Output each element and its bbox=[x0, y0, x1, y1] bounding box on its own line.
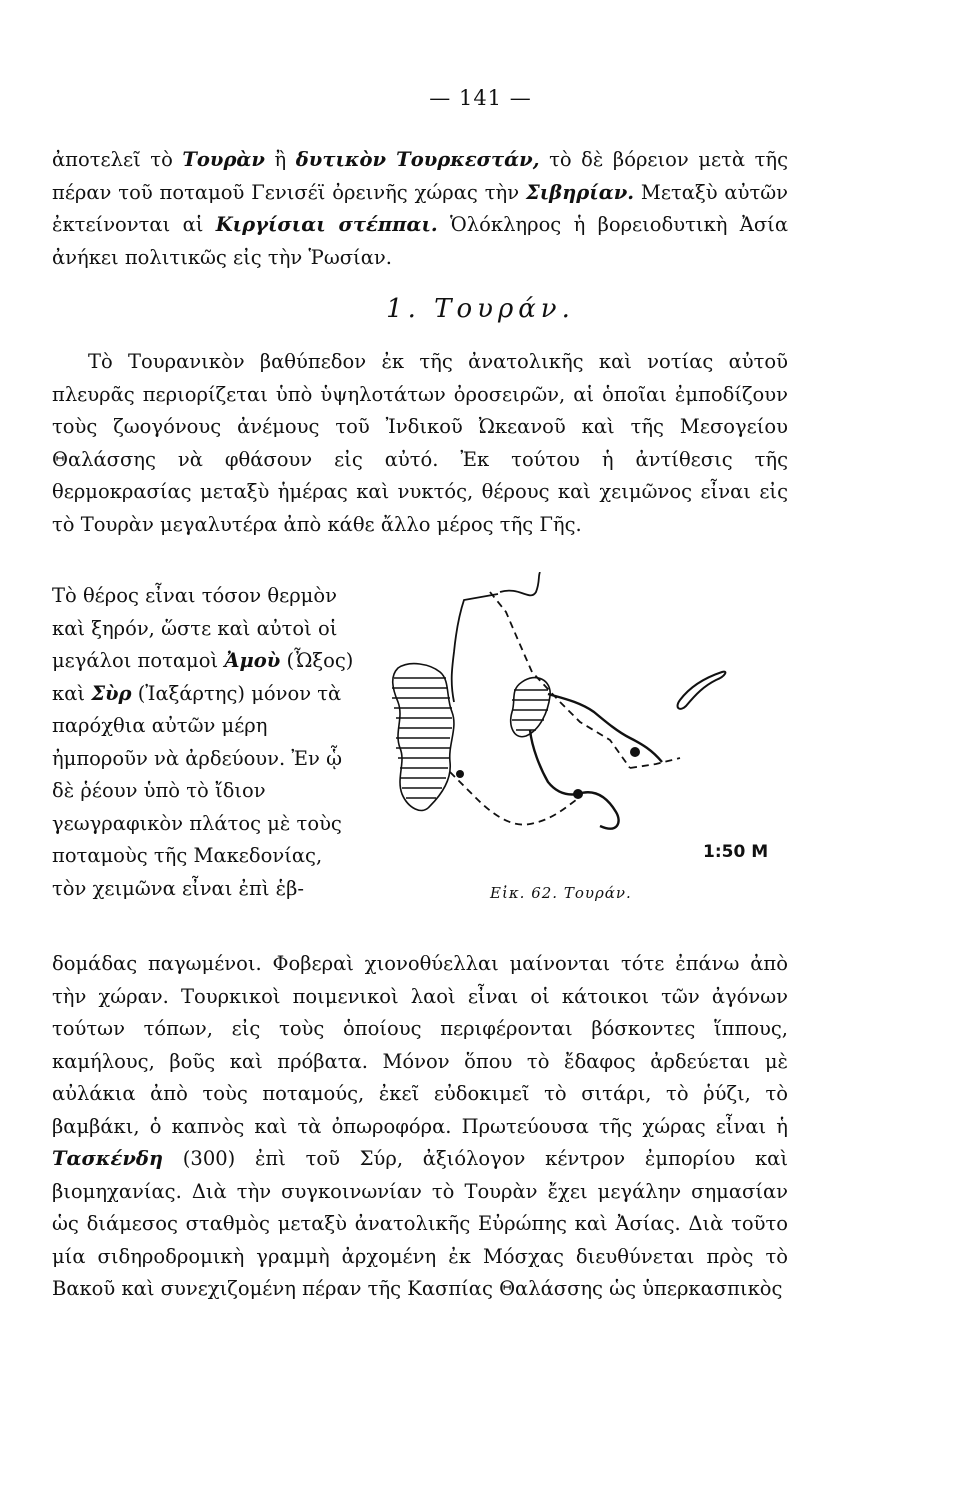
term-tashkent: Τασκένδη bbox=[52, 1147, 164, 1170]
paragraph-economy: δομάδας παγωμένοι. Φοβεραὶ χιονοθύελλαι μαίνονται τότε ἐπάνω ἀπὸ τὴν χώραν. Τουρκικοὶ ποιμενικοὶ λαοὶ εἶναι οἱ κάτοικοι τῶν ἀγόνων τούτων τόπων, εἰς τοὺς ὁποίους περιφέρονται βόσκοντες ἵππους, καμήλους, βοῦς καὶ πρόβατα. Μόνον ὅπου τὸ ἔδαφος ἀρδεύεται μὲ αὐλάκια ἀπὸ τοὺς ποταμούς, ἐκεῖ εὐδοκιμεῖ τὸ σιτάρι, τὸ ῥύζι, τὸ βαμβάκι, ὁ καπνὸς καὶ τὰ ὀπωροφόρα. Πρωτεύουσα τῆς χώρας εἶναι ἡ Τασκένδη (300) ἐπὶ τοῦ Σύρ, ἀξιόλογον κέντρον ἐμπορίου καὶ βιομηχανίας. Διὰ τὴν συγκοινωνίαν τὸ Τουρὰν ἔχει μεγάλην σημασίαν ὡς διάμεσος σταθμὸς μεταξὺ ἀνατολικῆς Εὐρώπης καὶ Ἀσίας. Διὰ τοῦτο μία σιδηροδρομικὴ γραμμὴ ἀρχομένη ἐκ Μόσχας διευθύνεται πρὸς τὸ Βακοῦ καὶ συνεχιζομένη πέραν τῆς Κασπίας Θαλάσσης ὡς ὑπερκασπικὸς bbox=[52, 952, 788, 1300]
city-krasnovodsk bbox=[456, 770, 464, 778]
term-kirghiz-steppes: Κιργίσιαι στέππαι. bbox=[215, 213, 438, 236]
paragraph-rivers: Τὸ θέρος εἶναι τόσον θερμὸν καὶ ξηρόν, ὥστε καὶ αὐτοὶ οἱ μεγάλοι ποταμοὶ Ἀμοὺ (Ὦξος) καὶ Σὺρ (Ἰαξάρτης) μόνον τὰ παρόχθια αὐτῶν μέρη ἠμποροῦν νὰ ἀρδεύουν. Ἐν ᾧ δὲ ῥέουν ὑπὸ τὸ ἴδιον γεωγραφικὸν πλάτος μὲ τοὺς ποταμοὺς τῆς Μακεδονίας, τὸν χειμῶνα εἶναι ἐπὶ ἑβ- bbox=[52, 584, 354, 900]
term-syr: Σὺρ bbox=[91, 681, 132, 705]
intro-paragraph: ἀποτελεῖ τὸ Τουρὰν ἢ δυτικὸν Τουρκεστάν, τὸ δὲ βόρειον μετὰ τῆς πέραν τοῦ ποταμοῦ Γενισέϊ ὀρεινῆς χώρας τὴν Σιβηρίαν. Μεταξὺ αὐτῶν ἐκτείνονται αἱ Κιργίσιαι στέππαι. Ὁλόκληρος ἡ βορειοδυτικὴ Ἀσία ἀνήκει πολιτικῶς εἰς τὴν Ῥωσίαν. bbox=[52, 148, 789, 269]
paragraph-climate: Τὸ Τουρανικὸν βαθύπεδον ἐκ τῆς ἀνατολικῆς καὶ νοτίας αὐτοῦ πλευρᾶς περιορίζεται ὑπὸ ὑψηλοτάτων ὀροσειρῶν, αἱ ὁποῖαι ἐμποδίζουν τοὺς ζωογόνους ἀνέμους τοῦ Ἰνδικοῦ Ὠκεανοῦ καὶ τῆς Μεσογείου Θαλάσσης νὰ φθάσουν εἰς αὐτό. Ἐκ τούτου ἡ ἀντίθεσις τῆς θερμοκρασίας μεταξὺ ἡμέρας καὶ νυκτός, θέρους καὶ χειμῶνος εἶναι εἰς τὸ Τουρὰν μεγαλυτέρα ἀπὸ κάθε ἄλλο μέρος τῆς Γῆς. bbox=[52, 350, 788, 536]
caspian-sea bbox=[392, 664, 454, 811]
page-number: — 141 — bbox=[429, 86, 532, 110]
railway-dashed bbox=[450, 592, 680, 825]
river-amu bbox=[530, 730, 619, 829]
city-tashkent bbox=[630, 747, 640, 757]
term-amu: Ἀμοὺ bbox=[224, 649, 281, 672]
city-samarkand bbox=[573, 789, 583, 799]
figure-caption: Εἰκ. 62. Τουράν. bbox=[490, 884, 632, 902]
lake-balkhash bbox=[678, 672, 726, 709]
river-syr bbox=[548, 694, 662, 762]
map-scale: 1:50 M bbox=[703, 842, 769, 862]
aral-sea bbox=[511, 678, 550, 737]
section-heading: 1. Τουράν. bbox=[386, 294, 575, 324]
term-turan: Τουρὰν bbox=[182, 148, 265, 171]
term-siberia: Σιβηρίαν. bbox=[525, 180, 635, 204]
term-west-turkestan: δυτικὸν Τουρκεστάν, bbox=[295, 148, 540, 171]
